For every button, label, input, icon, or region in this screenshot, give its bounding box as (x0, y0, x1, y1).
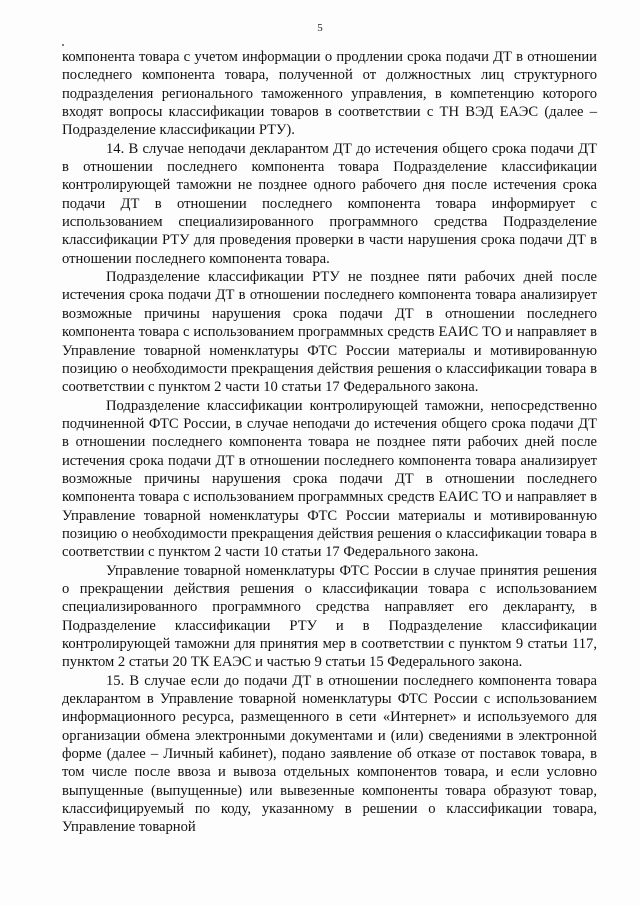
paragraph-rtu-analysis: Подразделение классификации РТУ не позднее пяти рабочих дней после истечения срока подачи ДТ в отношении последнего компонента товара анализирует возможные причины нарушения срока подачи ДТ в отношении последнего компонента товара с использованием программных средств ЕАИС ТО и направляет в Управление товарной номенклатуры ФТС России материалы и мотивированную позицию о необходимости прекращения действия решения о классификации товара в соответствии с пунктом 2 части 10 статьи 17 Федерального закона. (62, 269, 597, 396)
document-body (62, 48, 597, 837)
scan-mark (62, 44, 64, 46)
paragraph-continuation: компонента товара с учетом информации о продлении срока подачи ДТ в отношении последнего компонента товара, полученной от должностных лиц структурного подразделения регионального таможенного управления, в компетенцию которого входят вопросы классификации товаров в соответствии с ТН ВЭД ЕАЭС (далее – Подразделение классификации РТУ). (62, 49, 597, 139)
paragraph-decision-termination: Управление товарной номенклатуры ФТС России в случае принятия решения о прекращении действия решения о классификации товара с использованием специализированного программного средства направляет его декларанту, в Подразделение классификации РТУ и в Подразделение классификации контролирующей таможни для принятия мер в соответствии с пунктом 9 статьи 117, пунктом 2 статьи 20 ТК ЕАЭС и частью 9 статьи 15 Федерального закона. (62, 562, 597, 671)
paragraph-item-14: 14. В случае неподачи декларантом ДТ до истечения общего срока подачи ДТ в отношении последнего компонента товара Подразделение классификации контролирующей таможни не позднее одного рабочего дня после истечения срока подачи ДТ в отношении последнего компонента товара информирует с использованием специализированного программного средства Подразделение классификации РТУ для проведения проверки в части нарушения срока подачи ДТ в отношении последнего компонента товара. (62, 140, 597, 267)
page-number: 5 (317, 22, 323, 34)
paragraph-item-15: 15. В случае если до подачи ДТ в отношении последнего компонента товара декларантом в Управление товарной номенклатуры ФТС России с использованием информационного ресурса, размещенного в сети «Интернет» и используемого для организации обмена электронными документами и (или) сведениями в электронной форме (далее – Личный кабинет), подано заявление об отказе от поставок товара, в том числе после ввоза и вывоза отдельных компонентов товара, и если условно выпущенные (выпущенные) или вывезенные компоненты товара образуют товар, классифицируемый по коду, указанному в решении о классификации товара, Управление товарной (62, 672, 597, 836)
paragraph-customs-analysis: Подразделение классификации контролирующей таможни, непосредственно подчиненной ФТС России, в случае неподачи до истечения общего срока подачи ДТ в отношении последнего компонента товара не позднее пяти рабочих дней после истечения срока подачи ДТ в отношении последнего компонента товара анализирует возможные причины нарушения срока подачи ДТ в отношении последнего компонента товара с использованием программных средств ЕАИС ТО и направляет в Управление товарной номенклатуры ФТС России материалы и мотивированную позицию о необходимости прекращения действия решения о классификации товара в соответствии с пунктом 2 части 10 статьи 17 Федерального закона. (62, 397, 597, 561)
